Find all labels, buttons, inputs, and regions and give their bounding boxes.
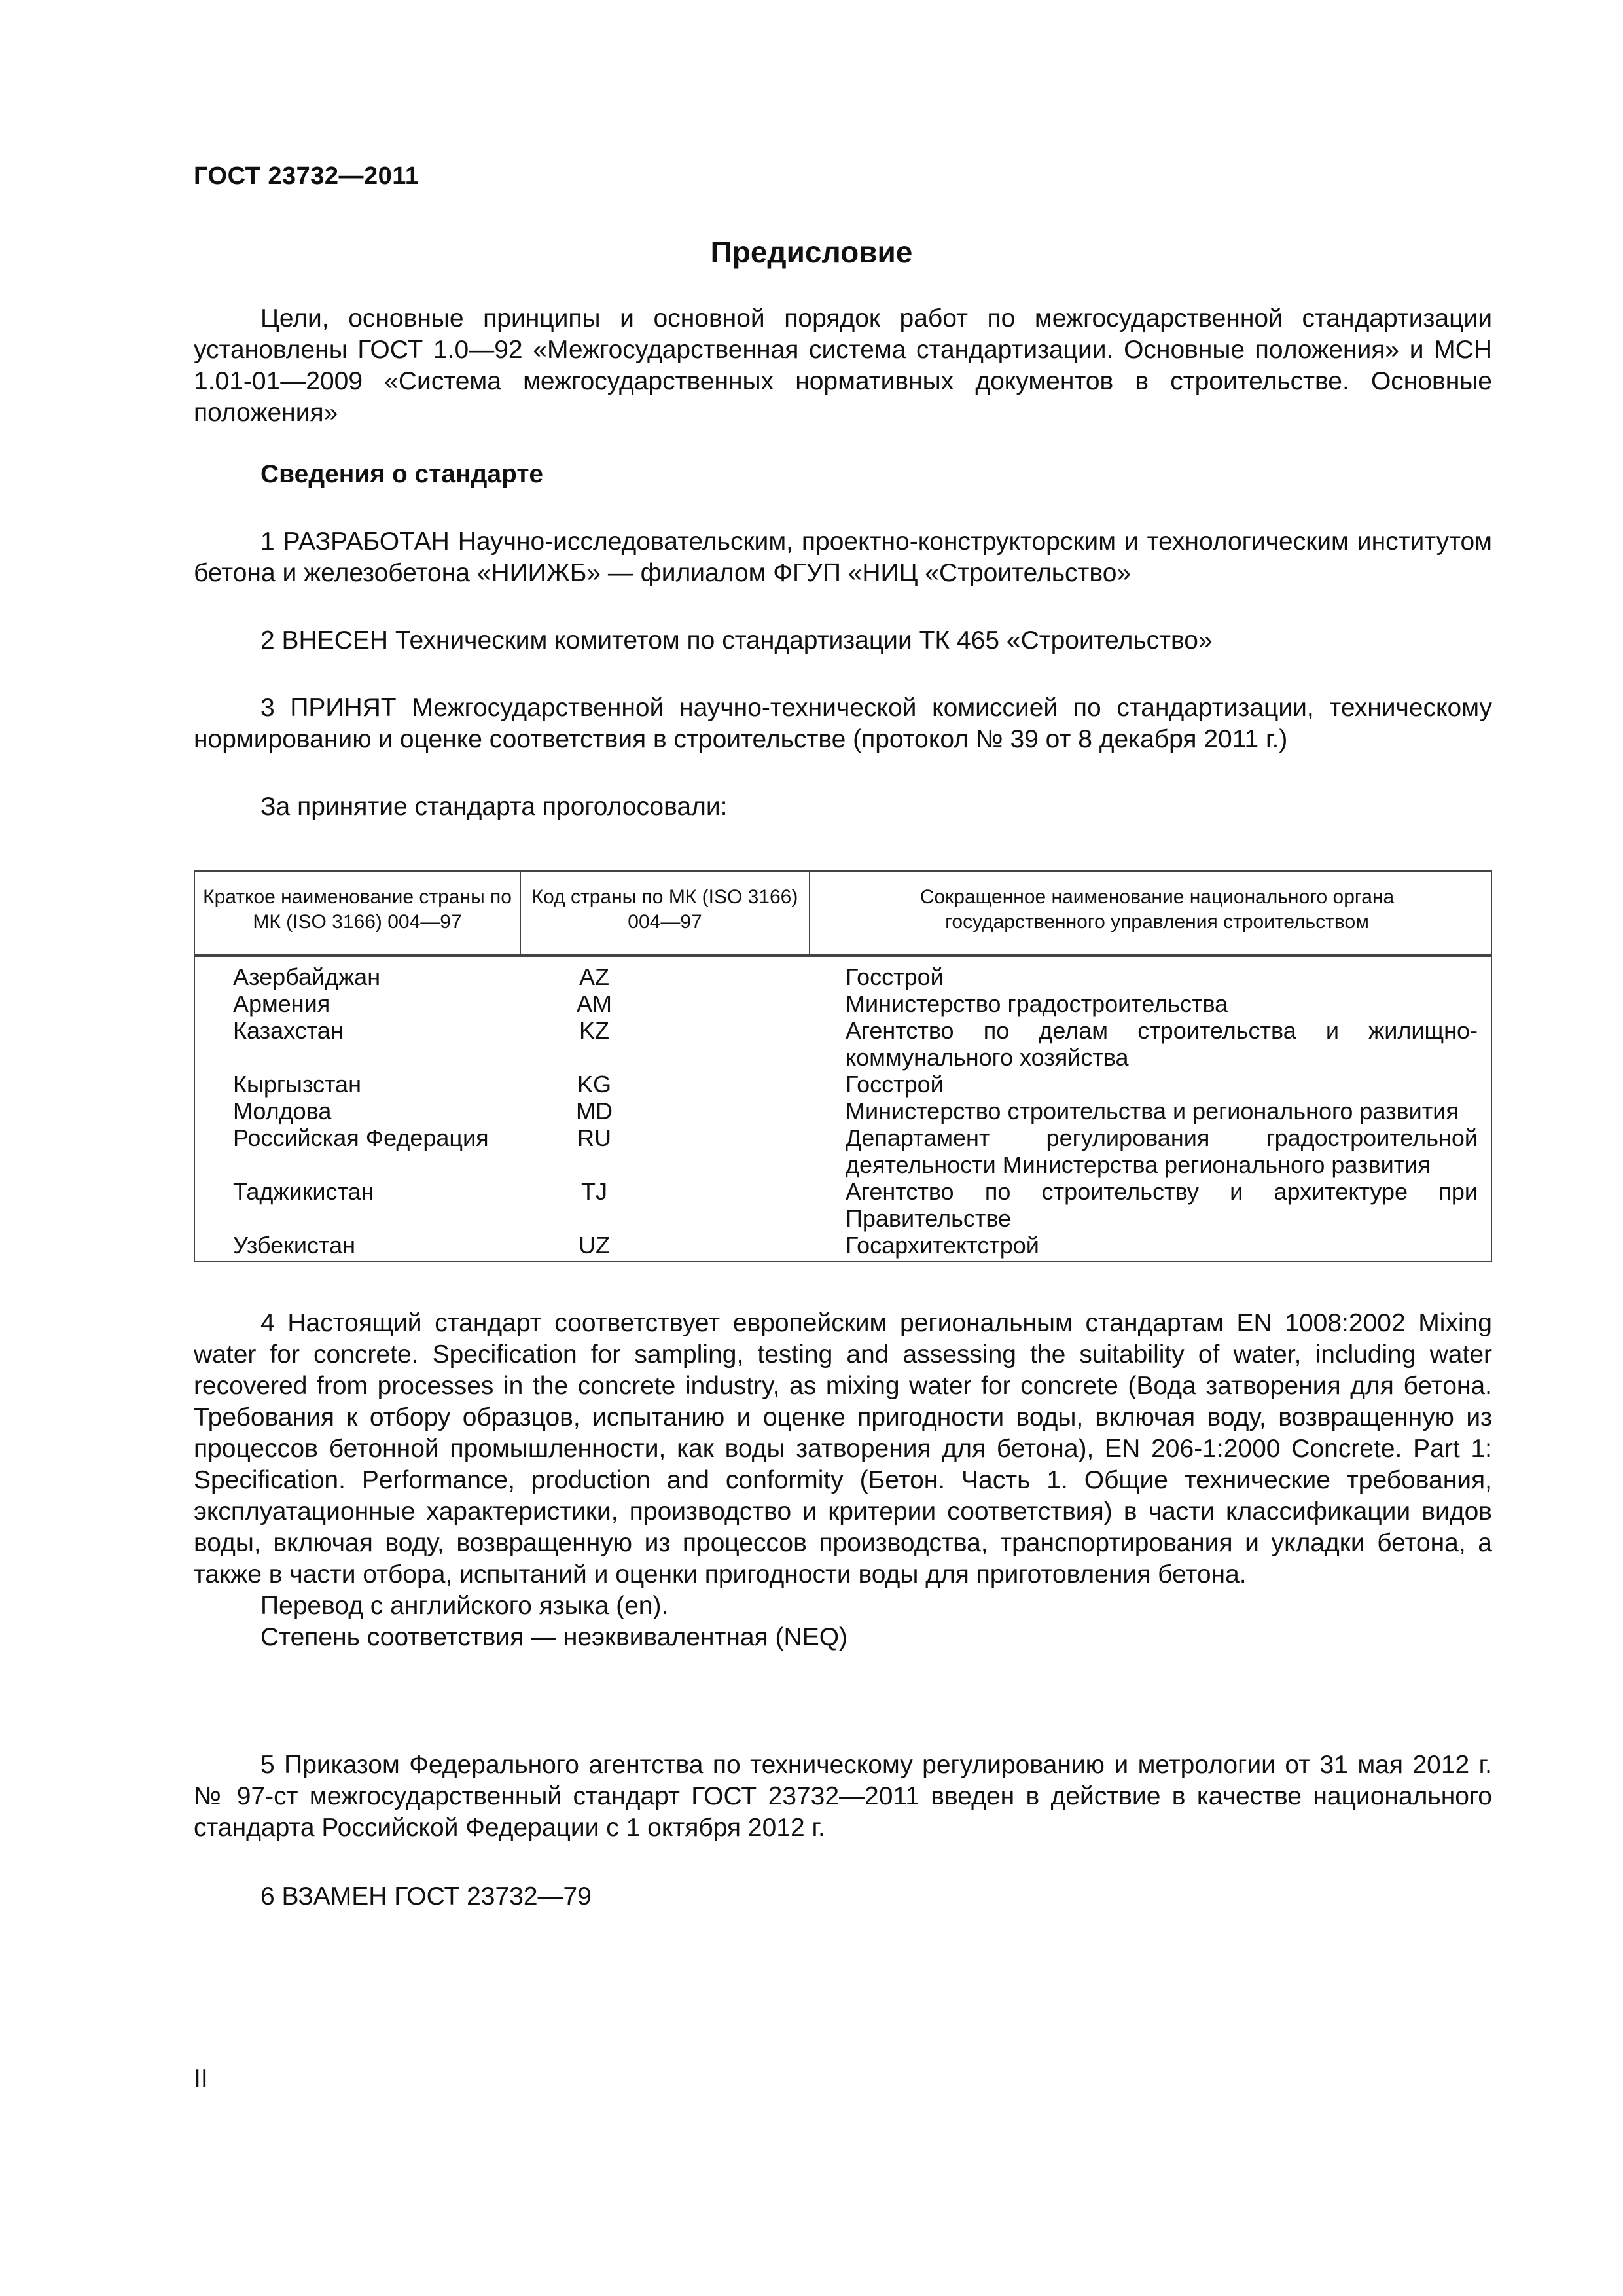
country-name: Кыргызстан (233, 1071, 361, 1098)
table-header-rule (195, 954, 1491, 957)
page-number: II (194, 2064, 208, 2092)
item-3-text: 3 ПРИНЯТ Межгосударственной научно-технической комиссией по стандартизации, техническому нормированию и оценке соответствия в строительстве (протокол № 39 от 8 декабря 2011 г.) (194, 694, 1492, 753)
table-row (195, 1071, 1491, 1098)
item-4-degree: Степень соответствия — неэквивалентная (NEQ) (260, 1623, 848, 1651)
table-row (195, 1178, 1491, 1232)
voting-table (194, 870, 1492, 1262)
country-code: UZ (579, 1232, 610, 1259)
organ-name: Госархитектстрой (846, 1232, 1039, 1259)
table-header-organ: Сокращенное наименование национального органа государственного управления строительством (919, 886, 1395, 933)
vote-intro-text: За принятие стандарта проголосовали: (260, 793, 728, 821)
item-3 (194, 692, 1492, 755)
item-4-translation: Перевод с английского языка (en). (260, 1592, 669, 1620)
item-1 (194, 526, 1492, 589)
table-row (195, 1232, 1491, 1259)
organ-name: Госстрой (846, 963, 944, 990)
organ-name: Агентство по строительству и архитектуре при Правительстве (846, 1178, 1478, 1232)
organ-name: Министерство градостроительства (846, 990, 1228, 1017)
intro-text: Цели, основные принципы и основной порядок работ по межгосударственной стандартизации установлены ГОСТ 1.0—92 «Межгосударственная система стандартизации. Основные положения» и МСН 1.01-01—2009 «Система межгосударственных нормативных документов в строительстве. Основные положения» (194, 304, 1492, 427)
country-name: Российская Федерация (233, 1124, 489, 1151)
organ-name: Госстрой (846, 1071, 944, 1098)
item-4-text: 4 Настоящий стандарт соответствует европейским региональным стандартам EN 1008:2002 Mixing water for concrete. Specification for sampling, testing and assessing the suitability of water, including water recovered from processes in the concrete industry, as mixing water for concrete (Вода затворения для бетона. Требования к отбору образцов, испытанию и оценке пригодности воды, включая воду, возвращенную из процессов бетонной промышленности, как воды затворения для бетона), EN 206-1:2000 Concrete. Part 1: Specification. Performance, production and conformity (Бетон. Часть 1. Общие технические требования, эксплуатационные характеристики, производство и критерии соответствия) в части классификации видов воды, включая воду, возвращенную из процессов производства, транспортирования и укладки бетона, а также в части отбора, испытаний и оценки пригодности воды для приготовления бетона. (194, 1309, 1492, 1588)
table-body (195, 963, 1491, 1259)
table-row (195, 1124, 1491, 1178)
country-name: Узбекистан (233, 1232, 356, 1259)
item-5 (194, 1749, 1492, 1844)
page-title: Предисловие (710, 235, 913, 269)
table-row (195, 990, 1491, 1017)
table-column-divider (520, 872, 521, 954)
item-6 (194, 1881, 1492, 1912)
country-code: TJ (581, 1178, 607, 1205)
country-name: Армения (233, 990, 330, 1017)
country-name: Молдова (233, 1098, 332, 1124)
table-column-divider (809, 872, 810, 954)
item-5-text: 5 Приказом Федерального агентства по техническому регулированию и метрологии от 31 мая 2012 г. № 97-ст межгосударственный стандарт ГОСТ 23732—2011 введен в действие в качестве национального стандарта Российской Федерации с 1 октября 2012 г. (194, 1751, 1492, 1842)
table-row (195, 1098, 1491, 1124)
country-code: KZ (579, 1017, 609, 1044)
table-row (195, 1017, 1491, 1071)
intro-paragraph (194, 303, 1492, 429)
country-code: AZ (579, 963, 609, 990)
table-header-code: Код страны по МК (ISO 3166) 004—97 (531, 886, 798, 933)
organ-name: Агентство по делам строительства и жилищно-коммунального хозяйства (846, 1017, 1478, 1071)
organ-name: Министерство строительства и регионального развития (846, 1098, 1459, 1124)
country-name: Казахстан (233, 1017, 344, 1044)
section-subheading: Сведения о стандарте (260, 460, 544, 488)
country-code: AM (577, 990, 612, 1017)
item-2-text: 2 ВНЕСЕН Техническим комитетом по стандартизации ТК 465 «Строительство» (260, 626, 1213, 655)
organ-name: Департамент регулирования градостроительной деятельности Министерства регионального развития (846, 1124, 1478, 1178)
country-code: MD (576, 1098, 613, 1124)
item-6-text: 6 ВЗАМЕН ГОСТ 23732—79 (260, 1882, 592, 1910)
table-row (195, 963, 1491, 990)
country-name: Азербайджан (233, 963, 381, 990)
country-code: KG (577, 1071, 611, 1098)
item-2 (194, 625, 1492, 656)
item-1-text: 1 РАЗРАБОТАН Научно-исследовательским, проектно-конструкторским и технологическим институтом бетона и железобетона «НИИЖБ» — филиалом ФГУП «НИЦ «Строительство» (194, 528, 1492, 587)
item-4 (194, 1308, 1492, 1653)
vote-intro (194, 791, 1492, 823)
table-header-country: Краткое наименование страны по МК (ISO 3166) 004—97 (203, 886, 512, 933)
document-header: ГОСТ 23732—2011 (194, 162, 419, 190)
country-name: Таджикистан (233, 1178, 374, 1205)
country-code: RU (577, 1124, 611, 1151)
